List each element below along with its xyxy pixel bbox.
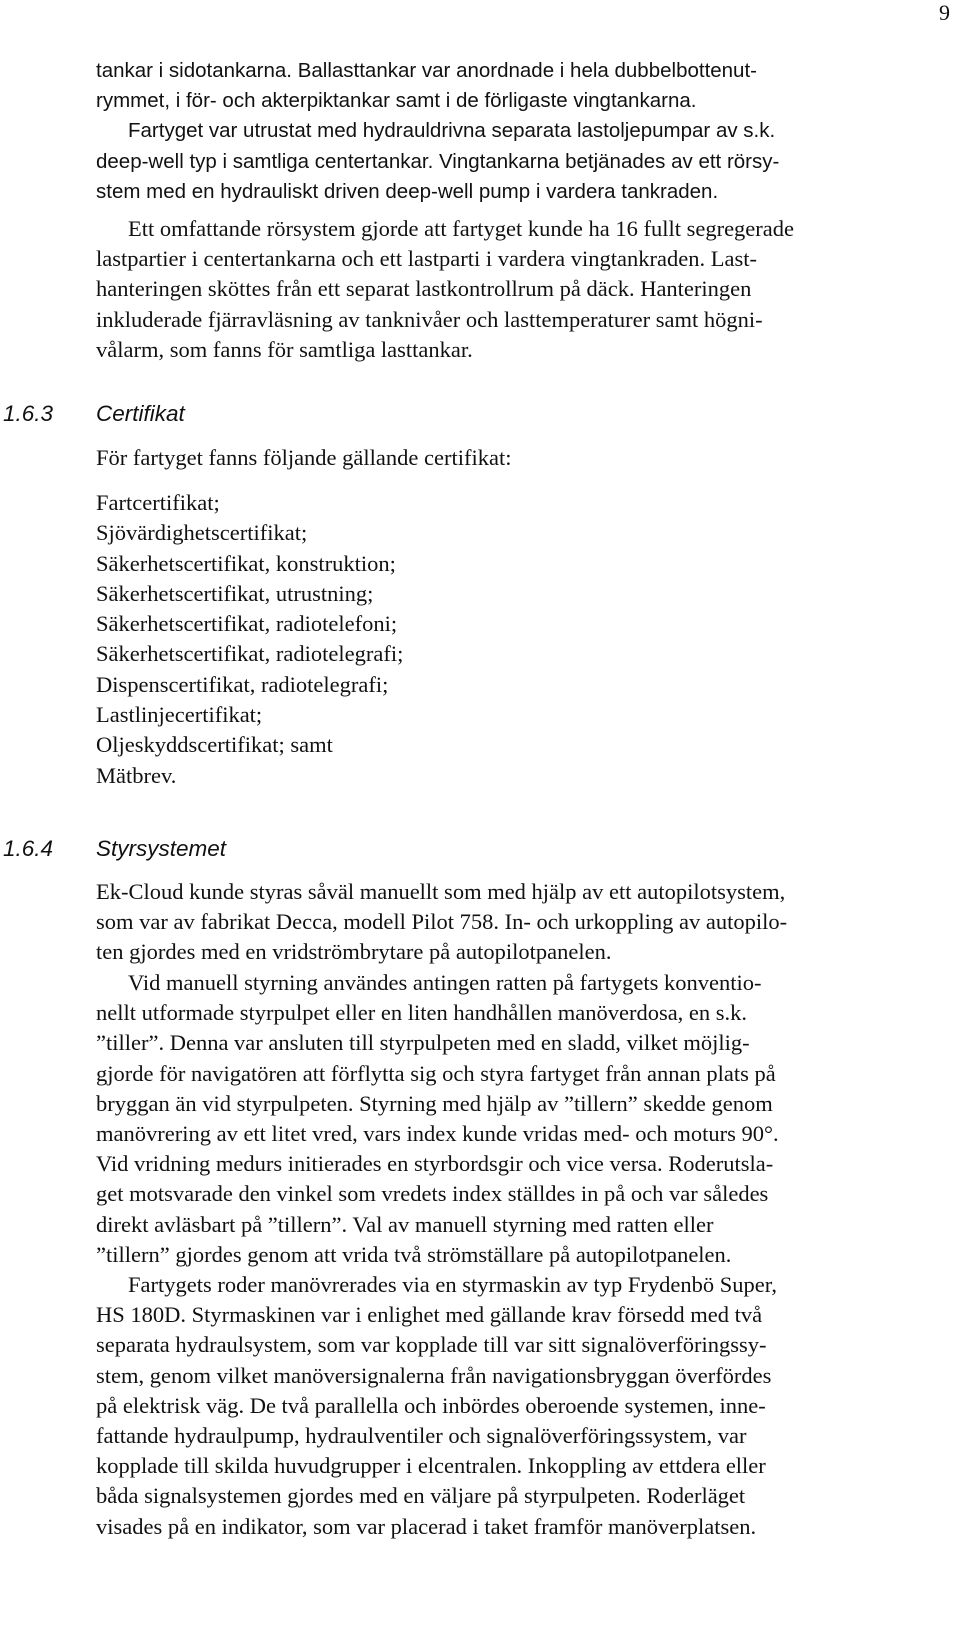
list-item: Mätbrev. [96,762,177,788]
text-line: Vid manuell styrning användes antingen ratten på fartygets konventio- [128,970,762,995]
cargo-paragraph [96,214,956,365]
list-item: Säkerhetscertifikat, radiotelegrafi; [96,641,404,667]
text-line: inkluderade fjärravläsning av tanknivåer och lasttemperaturer samt högni- [96,306,763,332]
text-line: visades på en indikator, som var placerad i taket framför manöverplatsen. [96,1513,757,1539]
text-line: Fartygets roder manövrerades via en styrmaskin av typ Frydenbö Super, [128,1272,777,1297]
text-line: ten gjordes med en vridströmbrytare på autopilotpanelen. [96,939,612,965]
text-line: ”tillern” gjordes genom att vrida två strömställare på autopilotpanelen. [96,1241,732,1267]
text-line: hanteringen sköttes från ett separat lastkontrollrum på däck. Hanteringen [96,276,752,302]
steering-paragraph-3 [96,1270,956,1542]
text-line: separata hydraulsystem, som var kopplade till var sitt signalöverföringssy- [96,1332,767,1358]
text-line: tankar i sidotankarna. Ballasttankar var anordnade i hela dubbelbottenut- [96,59,757,82]
section-title: Styrsystemet [96,836,227,861]
list-item: Säkerhetscertifikat, utrustning; [96,580,374,606]
text-line: som var av fabrikat Decca, modell Pilot 758. In- och urkoppling av autopilo- [96,909,788,935]
text-line: get motsvarade den vinkel som vredets index ställdes in på och var således [96,1181,769,1207]
list-item: Oljeskyddscertifikat; samt [96,732,333,758]
text-line: HS 180D. Styrmaskinen var i enlighet med gällande krav försedd med två [96,1302,763,1328]
section-number: 1.6.3 [3,401,54,426]
text-line: Vid vridning medurs initierades en styrbordsgir och vice versa. Roderutsla- [96,1151,774,1177]
list-item: Fartcertifikat; [96,490,220,515]
text-line: gjorde för navigatören att förflytta sig och styra fartyget från annan plats på [96,1060,776,1086]
text-line: vålarm, som fanns för samtliga lasttankar. [96,336,473,362]
text-line: stem med en hydrauliskt driven deep-well pump i vardera tankraden. [96,179,719,203]
text-line: båda signalsystemen gjordes med en väljare på styrpulpeten. Roderläget [96,1483,746,1509]
certificate-intro: För fartyget fanns följande gällande certifikat: [96,445,512,470]
list-item: Dispenscertifikat, radiotelegrafi; [96,671,389,697]
steering-paragraph-2 [96,968,956,1270]
text-line: Fartyget var utrustat med hydrauldrivna separata lastoljepumpar av s.k. [128,119,776,143]
list-item: Säkerhetscertifikat, radiotelefoni; [96,611,398,637]
text-line: direkt avläsbart på ”tillern”. Val av manuell styrning med ratten eller [96,1211,714,1237]
text-line: nellt utformade styrpulpet eller en liten handhållen manöverdosa, en s.k. [96,1000,748,1026]
text-line: lastpartier i centertankarna och ett lastparti i vardera vingtankraden. Last- [96,246,757,272]
page-number: 9 [939,0,950,25]
section-title: Certifikat [96,401,185,426]
steering-paragraph-1 [96,877,956,968]
list-item: Sjövärdighetscertifikat; [96,520,308,546]
text-line: kopplade till skilda huvudgrupper i elcentralen. Inkoppling av ettdera eller [96,1453,766,1479]
text-line: Ett omfattande rörsystem gjorde att fartyget kunde ha 16 fullt segregerade [128,216,795,241]
text-line: ”tiller”. Denna var ansluten till styrpulpeten med en sladd, vilket möjlig- [96,1030,750,1056]
intro-paragraph [96,56,956,207]
text-line: på elektrisk väg. De två parallella och inbördes oberoende systemen, inne- [96,1392,766,1418]
text-line: bryggan än vid styrpulpeten. Styrning med hjälp av ”tillern” skedde genom [96,1090,773,1116]
list-item: Säkerhetscertifikat, konstruktion; [96,550,396,576]
text-line: fattande hydraulpump, hydraulventiler och signalöverföringssystem, var [96,1423,747,1449]
text-line: Ek-Cloud kunde styras såväl manuellt som med hjälp av ett autopilotsystem, [96,879,786,904]
certificate-list [96,488,956,791]
list-item: Lastlinjecertifikat; [96,702,263,728]
section-number: 1.6.4 [3,836,54,861]
text-line: stem, genom vilket manöversignalerna från navigationsbryggan överfördes [96,1362,772,1388]
text-line: deep-well typ i samtliga centertankar. Vingtankarna betjänades av ett rörsy- [96,149,780,173]
text-line: manövrering av ett litet vred, vars index kunde vridas med- och moturs 90°. [96,1121,779,1147]
text-line: rymmet, i för- och akterpiktankar samt i de förligaste vingtankarna. [96,89,697,113]
